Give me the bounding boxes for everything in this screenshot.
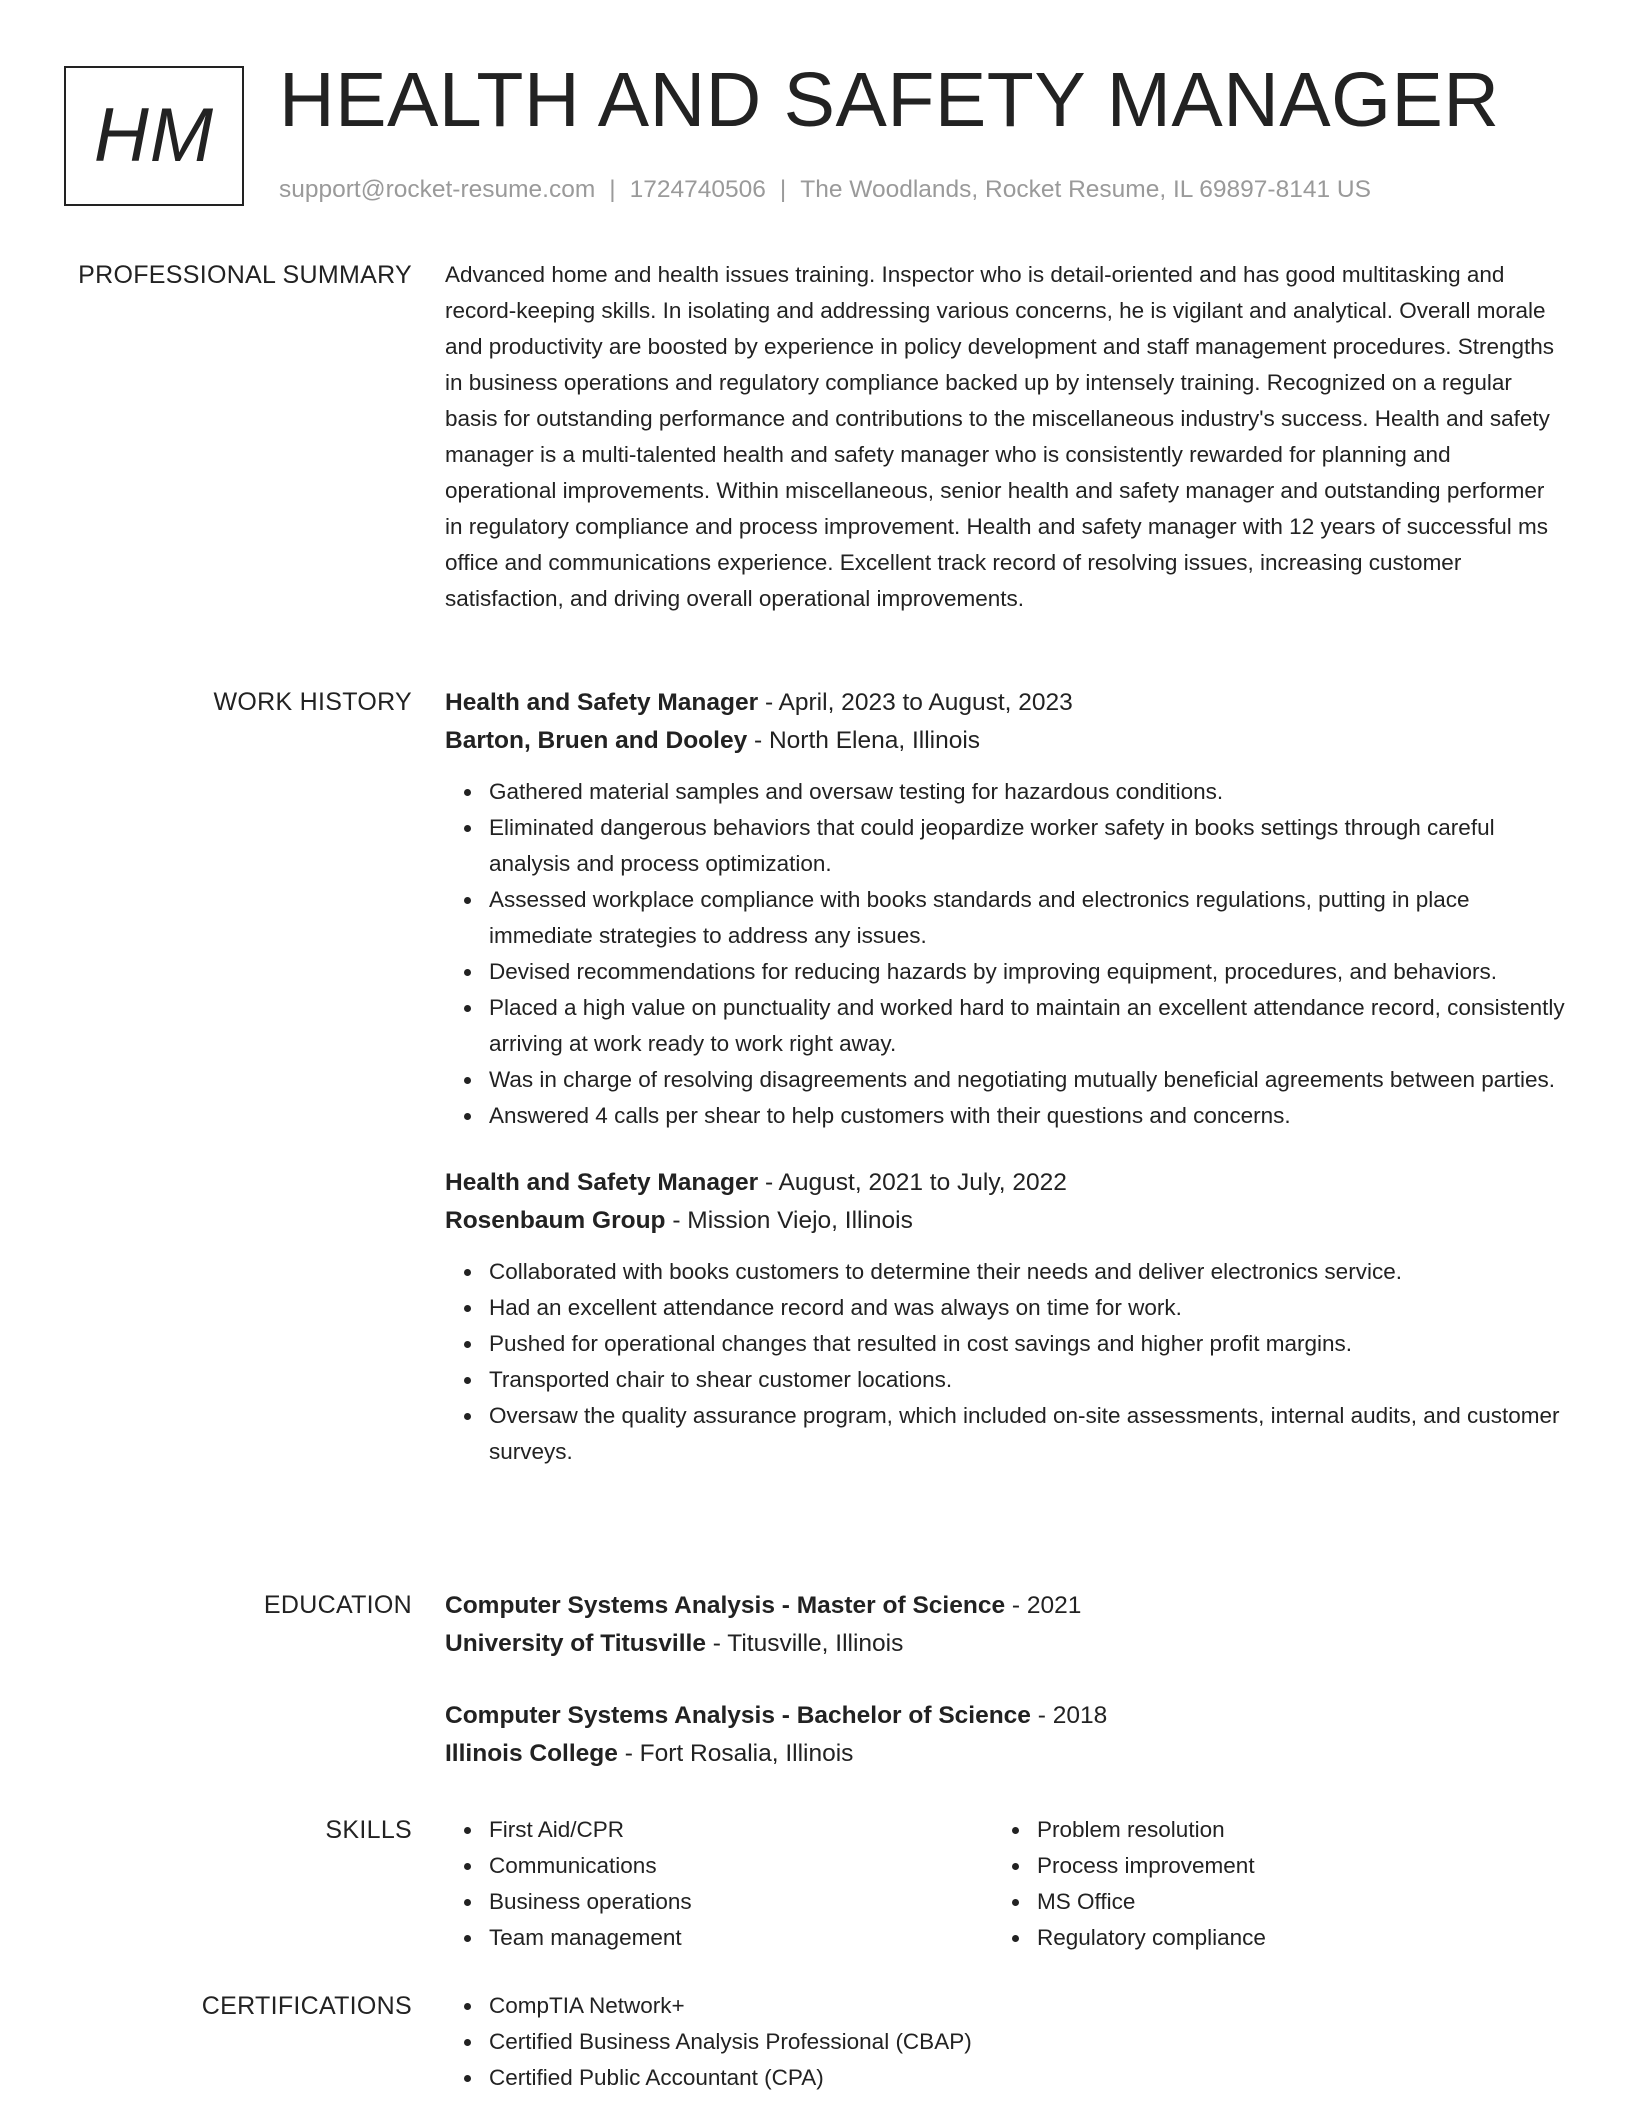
summary-body <box>445 257 1565 617</box>
contact-address: The Woodlands, Rocket Resume, IL 69897-8141 US <box>800 176 1371 203</box>
job-entry <box>445 684 1565 1134</box>
skills-column-right <box>993 1812 1541 1956</box>
education-school-line <box>445 1735 1565 1773</box>
job-bullet: Gathered material samples and oversaw testing for hazardous conditions. <box>489 774 1565 810</box>
job-title: Health and Safety Manager <box>445 689 759 716</box>
skills-column-left <box>445 1812 993 1956</box>
resume-title: HEALTH AND SAFETY MANAGER <box>279 57 1500 143</box>
skill-item: Problem resolution <box>1037 1812 1541 1848</box>
skill-item: Business operations <box>489 1884 993 1920</box>
monogram-box <box>64 66 244 206</box>
skills-grid <box>445 1812 1565 1956</box>
job-bullet: Assessed workplace compliance with books standards and electronics regulations, putting in place immediate strategies to address any issues. <box>489 882 1565 954</box>
education-degree: Computer Systems Analysis - Bachelor of Science <box>445 1702 1031 1729</box>
certifications-body <box>445 1988 1565 2096</box>
job-title-line <box>445 1164 1565 1202</box>
education-year: - 2021 <box>1005 1592 1082 1619</box>
contact-separator: | <box>609 176 616 203</box>
skill-item: Communications <box>489 1848 993 1884</box>
skill-item: Regulatory compliance <box>1037 1920 1541 1956</box>
work-history-body <box>445 684 1565 1470</box>
education-degree-line <box>445 1587 1565 1625</box>
education-entry <box>445 1587 1565 1663</box>
certifications-list <box>445 1988 1565 2096</box>
job-bullet: Collaborated with books customers to determine their needs and deliver electronics service. <box>489 1254 1565 1290</box>
job-bullets <box>445 1254 1565 1470</box>
skill-item: Process improvement <box>1037 1848 1541 1884</box>
job-entry <box>445 1164 1565 1470</box>
education-degree: Computer Systems Analysis - Master of Science <box>445 1592 1006 1619</box>
education-school: Illinois College <box>445 1740 618 1767</box>
education-school-line <box>445 1625 1565 1663</box>
section-label-certifications: CERTIFICATIONS <box>201 1992 412 2020</box>
job-dates: - August, 2021 to July, 2022 <box>758 1169 1067 1196</box>
certification-item: Certified Public Accountant (CPA) <box>489 2060 1565 2096</box>
job-company: Rosenbaum Group <box>445 1207 666 1234</box>
job-title: Health and Safety Manager <box>445 1169 759 1196</box>
job-bullet: Eliminated dangerous behaviors that could jeopardize worker safety in books settings through careful analysis and process optimization. <box>489 810 1565 882</box>
section-label-work-history: WORK HISTORY <box>213 688 412 716</box>
job-bullet: Had an excellent attendance record and was always on time for work. <box>489 1290 1565 1326</box>
section-label-summary: PROFESSIONAL SUMMARY <box>78 261 412 289</box>
job-location: - Mission Viejo, Illinois <box>665 1207 913 1234</box>
contact-separator: | <box>779 176 787 203</box>
job-location: - North Elena, Illinois <box>747 727 981 754</box>
job-company: Barton, Bruen and Dooley <box>445 727 748 754</box>
job-bullet: Devised recommendations for reducing hazards by improving equipment, procedures, and behaviors. <box>489 954 1565 990</box>
contact-phone: 1724740506 <box>629 176 766 203</box>
job-bullet: Transported chair to shear customer locations. <box>489 1362 1565 1398</box>
education-school: University of Titusville <box>445 1630 706 1657</box>
contact-line <box>279 174 1371 206</box>
skill-item: Team management <box>489 1920 993 1956</box>
section-label-skills: SKILLS <box>325 1816 412 1844</box>
education-entry <box>445 1697 1565 1773</box>
job-bullet: Answered 4 calls per shear to help customers with their questions and concerns. <box>489 1098 1565 1134</box>
job-bullet: Pushed for operational changes that resulted in cost savings and higher profit margins. <box>489 1326 1565 1362</box>
job-company-line <box>445 1202 1565 1240</box>
summary-text: Advanced home and health issues training. Inspector who is detail-oriented and has good multitasking and record-keeping skills. In isolating and addressing various concerns, he is vigilant and analytical. Overall morale and productivity are boosted by experience in policy development and staff management procedures. Strengths in business operations and regulatory compliance backed up by intensely training. Recognized on a regular basis for outstanding performance and contributions to the miscellaneous industry's success. Health and safety manager is a multi-talented health and safety manager who is consistently rewarded for planning and operational improvements. Within miscellaneous, senior health and safety manager and outstanding performer in regulatory compliance and process improvement. Health and safety manager with 12 years of successful ms office and communications experience. Excellent track record of resolving issues, increasing customer satisfaction, and driving overall operational improvements. <box>445 262 1555 611</box>
education-location: - Titusville, Illinois <box>705 1630 904 1657</box>
job-company-line <box>445 722 1565 760</box>
job-bullets <box>445 774 1565 1134</box>
certification-item: CompTIA Network+ <box>489 1988 1565 2024</box>
skill-item: First Aid/CPR <box>489 1812 993 1848</box>
education-degree-line <box>445 1697 1565 1735</box>
job-bullet: Placed a high value on punctuality and worked hard to maintain an excellent attendance record, consistently arriving at work ready to work right away. <box>489 990 1565 1062</box>
education-location: - Fort Rosalia, Illinois <box>617 1740 854 1767</box>
job-bullet: Was in charge of resolving disagreements and negotiating mutually beneficial agreements between parties. <box>489 1062 1565 1098</box>
contact-email: support@rocket-resume.com <box>279 176 596 203</box>
monogram-initials: HM <box>93 93 215 178</box>
section-label-education: EDUCATION <box>263 1591 412 1619</box>
education-year: - 2018 <box>1030 1702 1108 1729</box>
skill-item: MS Office <box>1037 1884 1541 1920</box>
skills-body <box>445 1812 1565 1956</box>
education-body <box>445 1587 1565 1773</box>
job-dates: - April, 2023 to August, 2023 <box>758 689 1073 716</box>
job-title-line <box>445 684 1565 722</box>
job-bullet: Oversaw the quality assurance program, which included on-site assessments, internal audits, and customer surveys. <box>489 1398 1565 1470</box>
certification-item: Certified Business Analysis Professional (CBAP) <box>489 2024 1565 2060</box>
